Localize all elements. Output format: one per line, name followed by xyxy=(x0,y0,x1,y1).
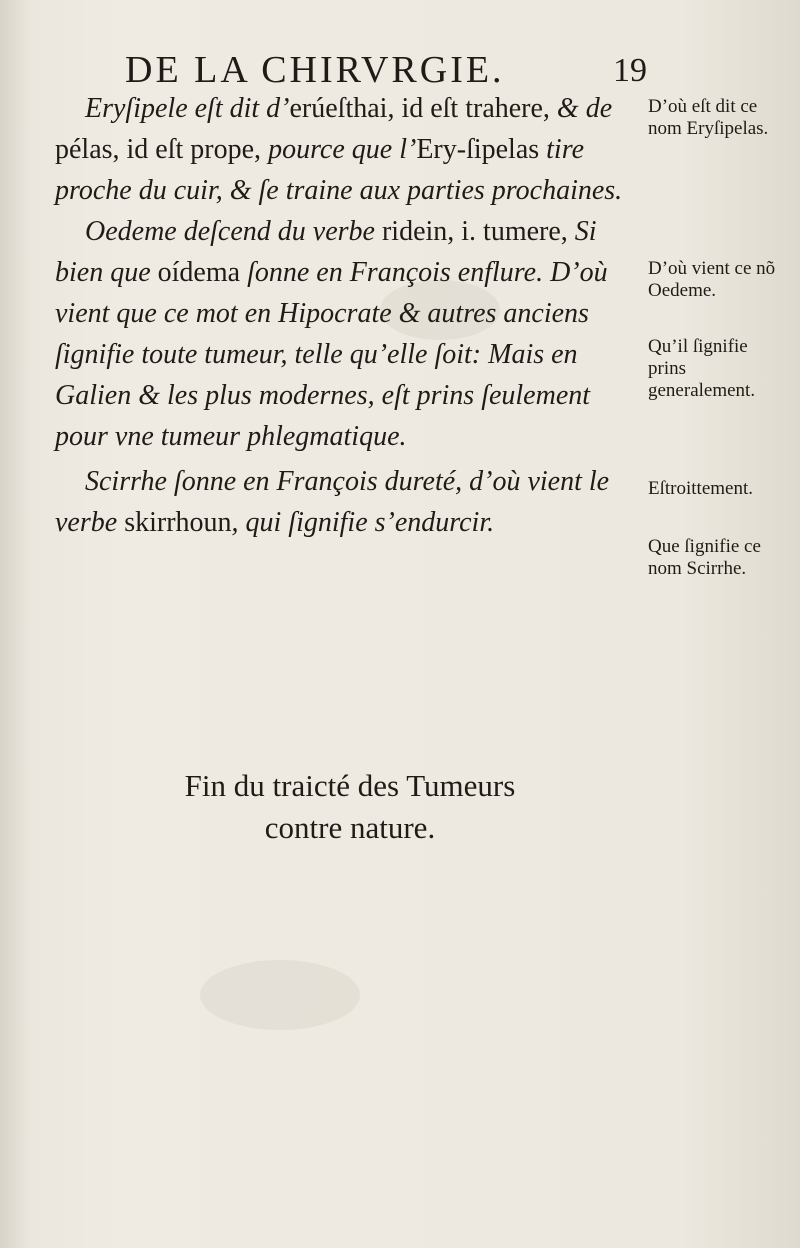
margin-note-strict: Eſtroittement. xyxy=(648,478,754,499)
paragraph-erysipele xyxy=(55,88,645,211)
text-span: ridein, i. tumere, xyxy=(381,216,568,247)
paragraph-scirrhe xyxy=(55,461,645,543)
text-span: Ery-ſipelas xyxy=(416,134,540,165)
text-span: oídema xyxy=(157,257,241,288)
running-head: DE LA CHIRVRGIE. xyxy=(125,49,505,91)
page-header xyxy=(125,48,665,91)
paper-stain xyxy=(200,960,360,1030)
text-span: Si bien que xyxy=(55,216,597,288)
text-span: Scirrhe ſonne en François dureté, d’où vient le verbe xyxy=(55,466,610,538)
text-span: Eryſipele eſt dit d’ xyxy=(85,93,290,124)
page-number: 19 xyxy=(613,52,647,89)
text-span: ſonne en François enflure. D’où vient que ce mot en Hipocrate & autres anciens ſignifie toute tumeur, telle qu’elle ſoit: Mais en Galien & les plus modernes, eſt prins ſeulement pour vne tumeur phlegmatique. xyxy=(55,257,608,452)
margin-note-scirrhe: Que ſignifie ce nom Scirrhe. xyxy=(648,536,761,579)
margin-note-oedeme: D’où vient ce nõ Oedeme. xyxy=(648,258,776,301)
text-span: pélas, id eſt prope, xyxy=(55,134,262,165)
closing-title xyxy=(100,765,600,849)
margin-note-erysipelas: D’où eſt dit ce nom Eryſipelas. xyxy=(648,96,769,139)
text-span: skirrhoun xyxy=(124,507,232,538)
text-span: erúeſthai, id eſt trahere, xyxy=(289,93,550,124)
text-span: pource que l’ xyxy=(261,134,417,165)
margin-note-general: Qu’il ſignifie prins generalement. xyxy=(648,336,756,401)
text-span: tire proche du cuir, & ſe traine aux parties prochaines. xyxy=(55,134,623,206)
closing-line-2: contre nature. xyxy=(264,810,436,845)
closing-line-1: Fin du traicté des Tumeurs xyxy=(184,768,516,803)
text-span: & de xyxy=(549,93,613,124)
paragraph-oedeme xyxy=(55,211,645,457)
text-span: Oedeme deſcend du verbe xyxy=(85,216,382,247)
text-span: , qui ſignifie s’endurcir. xyxy=(231,507,495,538)
main-text xyxy=(55,88,645,543)
